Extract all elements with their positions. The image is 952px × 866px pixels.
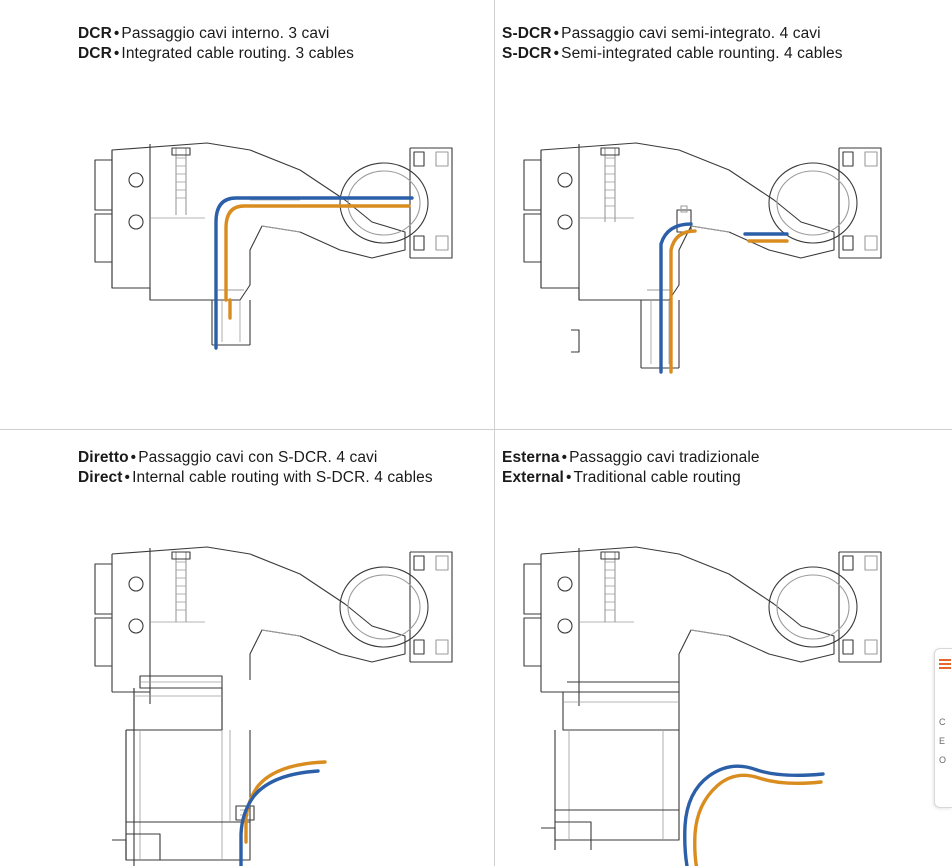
panel-diretto-code-en: Direct [78, 469, 123, 486]
bullet-icon: • [130, 449, 137, 466]
panel-dcr-code-it: DCR [78, 25, 112, 42]
panel-esterna [495, 430, 952, 866]
edge-widget-row[interactable]: O [939, 755, 947, 765]
panel-diretto [0, 430, 495, 866]
panel-esterna-code-it: Esterna [502, 449, 560, 466]
bullet-icon: • [565, 469, 572, 486]
bullet-icon: • [561, 449, 568, 466]
panel-diretto-code-it: Diretto [78, 449, 129, 466]
bullet-icon: • [553, 25, 560, 42]
panel-s-dcr-diagram [495, 0, 952, 429]
panel-diretto-diagram [0, 430, 494, 866]
panel-esterna-code-en: External [502, 469, 564, 486]
panel-dcr-text-en: Integrated cable routing. 3 cables [121, 45, 355, 62]
panel-dcr-code-en: DCR [78, 45, 112, 62]
panel-esterna-text-en: Traditional cable routing [573, 469, 741, 486]
bullet-icon: • [553, 45, 560, 62]
edge-widget-row[interactable]: E [939, 736, 946, 746]
edge-widget[interactable] [934, 648, 952, 808]
bullet-icon: • [124, 469, 131, 486]
panel-dcr [0, 0, 495, 430]
panel-dcr-diagram [0, 0, 494, 429]
panel-s-dcr-text-en: Semi-integrated cable rounting. 4 cables [561, 45, 843, 62]
edge-widget-row[interactable]: C [939, 717, 946, 727]
panel-esterna-text-it: Passaggio cavi tradizionale [569, 449, 760, 466]
panel-diretto-text-it: Passaggio cavi con S-DCR. 4 cavi [138, 449, 378, 466]
panel-s-dcr-code-en: S-DCR [502, 45, 552, 62]
bullet-icon: • [113, 45, 120, 62]
hamburger-icon[interactable] [939, 659, 951, 671]
panel-dcr-text-it: Passaggio cavi interno. 3 cavi [121, 25, 330, 42]
panel-s-dcr [495, 0, 952, 430]
panel-esterna-diagram [495, 430, 952, 866]
panel-diretto-text-en: Internal cable routing with S-DCR. 4 cables [132, 469, 433, 486]
bullet-icon: • [113, 25, 120, 42]
edge-widget-rows [939, 713, 946, 770]
panel-s-dcr-code-it: S-DCR [502, 25, 552, 42]
panel-s-dcr-text-it: Passaggio cavi semi-integrato. 4 cavi [561, 25, 821, 42]
